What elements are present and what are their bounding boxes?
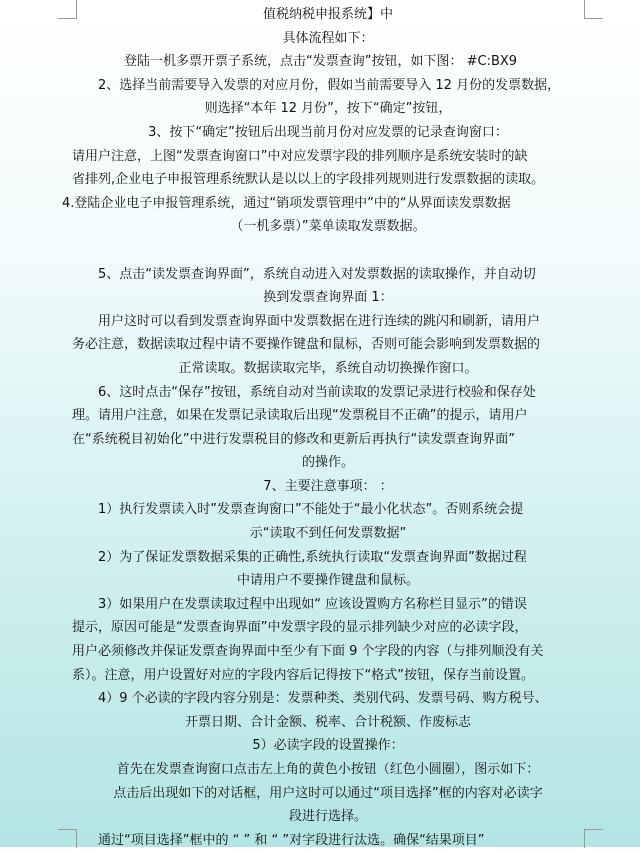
caution-4-text: 4）9 个必读的字段内容分别是：发票种类、类别代码、发票号码、购方税号、 xyxy=(98,691,548,707)
step-2-text: 则选择“本年 12 月份”，按下“确定”按钮， xyxy=(204,101,452,117)
step-6-text: 的操作。 xyxy=(301,455,354,471)
page-corner-mark xyxy=(584,829,603,848)
process-intro: 具体流程如下： xyxy=(282,30,374,46)
caution-5-text: 通过“项目选择”框中的 “ ” 和 “ ”对字段进行汰选。确保“结果项目” xyxy=(98,832,485,848)
step-5-detail: 用户这时可以看到发票查询界面中发票数据在进行连续的跳闪和刷新，请用户 xyxy=(98,313,541,329)
step-3-text: 3、按下“确定”按钮后出现当前月份对应发票的记录查询窗口： xyxy=(148,124,508,140)
step-6-text: 在“系统税目初始化”中进行发票税目的修改和更新后再执行“读发票查询界面” xyxy=(72,431,515,447)
caution-5-text: 点击后出现如下的对话框，用户这时可以通过“项目选择”框的内容对必读字 xyxy=(113,785,543,801)
step-4-text: 4.登陆企业电子申报管理系统，通过“销项发票管理中”中的“从界面读发票数据 xyxy=(62,195,511,211)
caution-3-text: 系）。注意，用户设置好对应的字段内容后记得按下“格式”按钮，保存当前设置。 xyxy=(72,667,534,683)
caution-4-text: 开票日期、合计金额、税率、合计税额、作废标志 xyxy=(184,714,471,730)
blank-line xyxy=(72,239,584,263)
caution-5-heading: 5）必读字段的设置操作： xyxy=(252,738,404,754)
note-text: 省排列,企业电子申报管理系统默认是以以上的字段排列规则进行发票数据的读取。 xyxy=(72,172,545,188)
caution-3-text: 提示，原因可能是“发票查询界面”中发票字段的显示排列缺少对应的必读字段， xyxy=(72,620,528,636)
caution-1-text: 示“读取不到任何发票数据” xyxy=(249,526,407,542)
document-page xyxy=(62,3,584,852)
caution-2-text: 中请用户不要操作键盘和鼠标。 xyxy=(236,573,419,589)
caution-5-text: 首先在发票查询窗口点击左上角的黄色小按钮（红色小圆圈），图示如下： xyxy=(116,762,540,777)
caution-3-text: 用户必须修改并保证发票查询界面中至少有下面 9 个字段的内容（与排列顺没有关 xyxy=(72,644,544,660)
step-4-text: （一机多票）”菜单读取发票数据。 xyxy=(230,219,426,235)
step-5-detail: 正常读取。数据读取完毕，系统自动切换操作窗口。 xyxy=(178,360,478,376)
note-text: 请用户注意，上图“发票查询窗口”中对应发票字段的排列顺序是系统安装时的缺 xyxy=(72,148,528,164)
step-5-text: 换到发票查询界面 1： xyxy=(263,290,393,306)
step-5-detail: 务必注意，数据读取过程中请不要操作键盘和鼠标，否则可能会影响到发票数据的 xyxy=(72,337,541,353)
caution-2-text: 2）为了保证发票数据采集的正确性,系统执行读取“发票查询界面”数据过程 xyxy=(98,549,527,565)
caution-1-text: 1）执行发票读入时”发票查询窗口”不能处于“最小化状态”。否则系统会提 xyxy=(98,502,524,518)
step-6-text: 理。请用户注意，如果在发票记录读取后出现“发票税目不正确”的提示，请用户 xyxy=(72,408,528,424)
caution-5-text: 段进行选择。 xyxy=(288,809,367,825)
step-1-text: 登陆一机多票开票子系统，点击“发票查询”按钮，如下图： #C:BX9 xyxy=(124,54,518,70)
page-corner-mark xyxy=(584,0,603,19)
step-5-text: 5、点击“读发票查询界面”，系统自动进入对发票数据的读取操作，并自动切 xyxy=(98,266,536,282)
document-heading: 值税纳税申报系统】中 xyxy=(262,7,393,22)
step-6-text: 6、这时点击“保存”按钮，系统自动对当前读取的发票记录进行校验和保存处 xyxy=(98,384,536,400)
caution-3-text: 3）如果用户在发票读取过程中出现如“ 应该设置购方名称栏目显示”的错误 xyxy=(98,596,527,612)
step-7-heading: 7、主要注意事项： ： xyxy=(263,478,393,494)
step-2-text: 2、选择当前需要导入发票的对应月份，假如当前需要导入 12 月份的发票数据， xyxy=(98,77,561,93)
